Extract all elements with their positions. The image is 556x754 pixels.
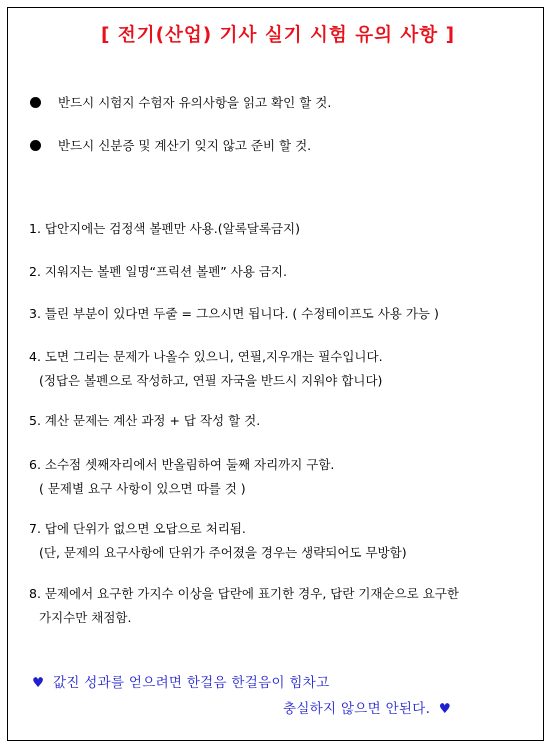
rule-subtext-4: (정답은 볼펜으로 작성하고, 연필 자국을 반드시 지워야 합니다): [39, 373, 383, 388]
rule-subtext-6: ( 문제별 요구 사항이 있으면 따를 것 ): [39, 481, 246, 496]
rule-text-7: 7. 답에 단위가 없으면 오답으로 처리됨.: [29, 521, 246, 536]
footer-line-1: [32, 671, 329, 691]
bullet-dot-icon: [30, 140, 41, 151]
page-title: [ 전기(산업) 기사 실기 시험 유의 사항 ]: [100, 25, 456, 46]
bullet-item-1: [30, 93, 331, 111]
rule-text-6: 6. 소수점 셋째자리에서 반올림하여 둘째 자리까지 구함.: [29, 457, 335, 472]
rule-item-4: [29, 345, 383, 393]
bullet-text-2: 반드시 신분증 및 계산기 잊지 않고 준비 할 것.: [58, 138, 312, 153]
heart-icon: ♥: [32, 675, 45, 691]
rule-item-6: [29, 453, 334, 501]
rule-text-8: 8. 문제에서 요구한 가지수 이상을 답란에 표기한 경우, 답란 기재순으로 요구한: [29, 586, 459, 601]
rule-text-1: 1. 답안지에는 검정색 볼펜만 사용.(알록달록금지): [29, 221, 300, 236]
bullet-item-2: [30, 136, 311, 154]
rule-item-5: [29, 409, 260, 433]
bullet-dot-icon: [30, 97, 41, 108]
rule-text-4: 4. 도면 그리는 문제가 나올수 있으니, 연필,지우개는 필수입니다.: [29, 349, 383, 364]
rule-subtext-8: 가지수만 채점함.: [39, 610, 132, 625]
footer-line-2: [283, 697, 455, 717]
rule-item-2: [29, 260, 287, 284]
rule-text-5: 5. 계산 문제는 계산 과정 + 답 작성 할 것.: [29, 413, 261, 428]
rule-text-3: 3. 틀린 부분이 있다면 두줄 = 그으시면 됩니다. ( 수정테이프도 사용 가능 ): [29, 306, 439, 321]
rule-item-8: [29, 582, 459, 630]
heart-icon: ♥: [438, 701, 452, 717]
rule-subtext-7: (단, 문제의 요구사항에 단위가 주어졌을 경우는 생략되어도 무방함): [39, 545, 407, 560]
rule-item-7: [29, 517, 407, 565]
footer-text-1: 값진 성과를 얻으려면 한걸음 한걸음이 힘차고: [53, 675, 330, 691]
rule-text-2: 2. 지워지는 볼펜 일명“프릭션 볼펜” 사용 금지.: [29, 264, 287, 279]
rule-item-1: [29, 217, 300, 241]
bullet-text-1: 반드시 시험지 수험자 유의사항을 읽고 확인 할 것.: [58, 95, 332, 110]
rule-item-3: [29, 302, 439, 326]
footer-text-2: 충실하지 않으면 안된다.: [283, 701, 431, 717]
